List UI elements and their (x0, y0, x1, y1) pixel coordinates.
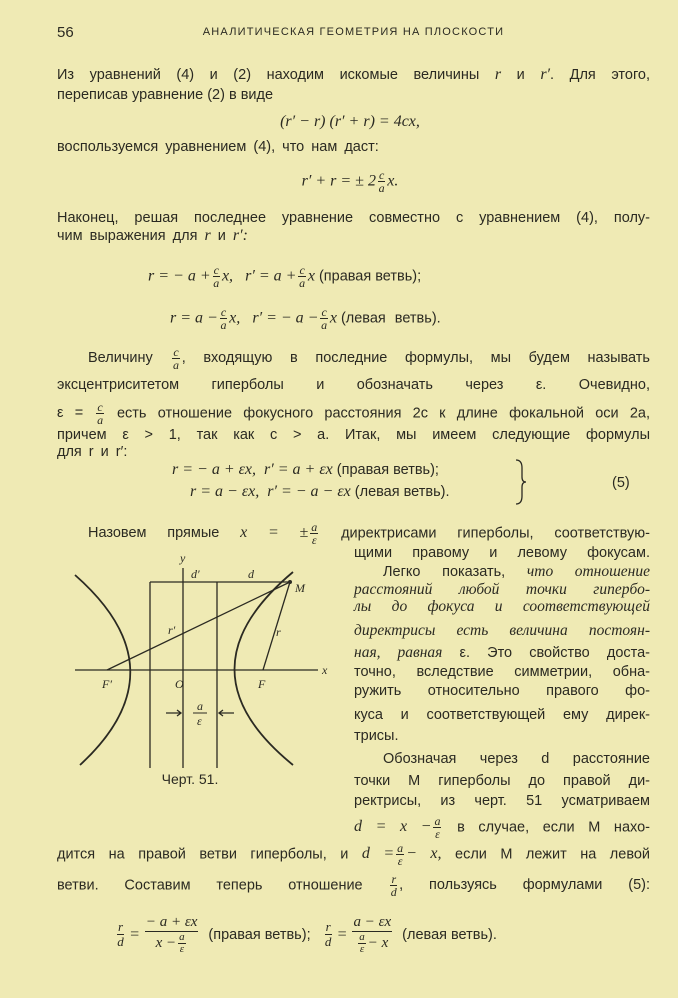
branch-label: (левая ветвь). (340, 310, 441, 327)
paragraph-line: Легко показать, что отношение (383, 563, 651, 580)
paragraph-line: директрисы есть величина постоян- (354, 622, 650, 639)
paragraph-line: переписав уравнение (2) в виде (57, 87, 274, 103)
paragraph-line: расстояний любой точки гипербо- (354, 581, 650, 598)
paragraph-line: причем ε > 1, так как c > a. Итак, мы имеем следующие формулы (57, 427, 650, 443)
text: и (217, 228, 226, 244)
fraction: $\frac{c}{a}$ (378, 168, 385, 195)
ratio-equations: $\frac{r}{d}$ = − a + εx x − $\frac{a}{\varepsilon}$ (правая ветвь); $\frac{r}{d}$ = a − εx $\frac{a}{\varepsilon}$ − x (левая ветвь). (117, 914, 497, 955)
paragraph-line: Наконец, решая последнее уравнение совместно с уравнением (4), полу- (57, 210, 650, 226)
math: r (204, 227, 211, 244)
paragraph-line: ε = $\frac{c}{a}$ есть отношение фокусного расстояния 2c к длине фокальной оси 2a, (57, 400, 651, 427)
paragraph-line (57, 66, 650, 84)
paragraph-line: ветви. Составим теперь отношение $\frac{r}{d}$ , пользуясь формулами (5): (57, 872, 650, 899)
paragraph-line: ная, равная ε. Это свойство доста- (354, 644, 650, 661)
hyperbola-figure (50, 540, 340, 800)
math: r′ (540, 66, 551, 83)
fraction-right-branch: − a + εx x − $\frac{a}{\varepsilon}$ (145, 914, 198, 955)
paragraph-line: ружить относительно правого фо- (354, 683, 650, 699)
label-frac-num: a (197, 699, 203, 713)
math: r′ + r = ± 2 (301, 172, 376, 190)
paragraph-line: ректрисы, из черт. 51 усматриваем (354, 793, 650, 809)
paragraph-line: для r и r′: (57, 444, 128, 460)
paragraph-line: Обозначая через d расстояние (383, 751, 650, 767)
label-y: y (180, 551, 186, 565)
running-title: АНАЛИТИЧЕСКАЯ ГЕОМЕТРИЯ НА ПЛОСКОСТИ (202, 26, 505, 38)
math: x. (387, 172, 399, 190)
label-M: M (295, 581, 305, 595)
text: чим выражения для (57, 228, 198, 244)
paragraph-line: эксцентриситетом гиперболы и обозначать через ε. Очевидно, (57, 377, 650, 393)
label-F-prime: F′ (102, 677, 112, 691)
paragraph-line: дится на правой ветви гиперболы, и d = $\frac{a}{\varepsilon}$ − x, если M лежит на левой (57, 841, 651, 868)
equation-1: (r′ − r) (r′ + r) = 4cx, (280, 113, 420, 130)
equation-2 (200, 169, 500, 194)
paragraph-line: куса и соответствующей ему дирек- (354, 707, 650, 723)
paragraph-line: воспользуемся уравнением (4), что нам даст: (57, 139, 379, 155)
page-number: 56 (57, 24, 74, 41)
text: и (516, 67, 525, 83)
paragraph-line: щими правому и левому фокусам. (354, 545, 650, 561)
paragraph-line: точно, вследствие симметрии, обна- (354, 664, 650, 680)
fraction-left-branch: a − εx $\frac{a}{\varepsilon}$ − x (353, 914, 392, 955)
text: . Для этого, (550, 67, 651, 83)
branch-label: (правая ветвь); (318, 268, 422, 285)
label-x: x (322, 663, 328, 677)
label-d-prime: d′ (191, 567, 200, 581)
label-F: F (258, 677, 266, 691)
equation-5-line-1: r = − a + εx, r′ = a + εx (правая ветвь); (172, 461, 439, 478)
right-arrow (219, 710, 234, 716)
text: Из уравнений (4) и (2) находим искомые величины (57, 67, 480, 83)
equation-5-line-2: r = a − εx, r′ = − a − εx (левая ветвь). (190, 483, 450, 500)
equation-left-branch: r = a − $\frac{c}{a}$ x, r′ = − a − $\frac{c}{a}$ x (левая ветвь). (170, 305, 441, 332)
label-O: O (175, 677, 184, 691)
equation-right-branch: r = − a + $\frac{c}{a}$ x, r′ = a + $\frac{c}{a}$ x (правая ветвь); (148, 263, 422, 290)
math: r (494, 66, 502, 83)
paragraph-line: лы до фокуса и соответствующей (354, 598, 650, 615)
focal-radius-r-prime (107, 582, 290, 670)
paragraph-line: d = x − $\frac{a}{\varepsilon}$ в случае, если M нахо- (354, 814, 650, 841)
equation-number: (5) (612, 475, 630, 491)
brace-icon (514, 458, 528, 506)
paragraph-line: трисы. (354, 728, 399, 744)
label-frac-den: ε (197, 714, 202, 728)
label-r: r (276, 625, 281, 639)
figure-caption: Черт. 51. (161, 771, 219, 787)
math: r′: (232, 227, 248, 244)
paragraph-line: Величину $\frac{c}{a}$ , входящую в последние формулы, мы будем называть (88, 345, 650, 372)
paragraph-line: точки M гиперболы до правой ди- (354, 773, 650, 789)
label-r-prime: r′ (168, 623, 176, 637)
label-d: d (248, 567, 254, 581)
left-arrow (166, 710, 181, 716)
paragraph-line: Назовем прямые x = ± $\frac{a}{\varepsilon}$ директрисами гиперболы, соответствую- (88, 520, 651, 547)
paragraph-line (57, 227, 248, 245)
